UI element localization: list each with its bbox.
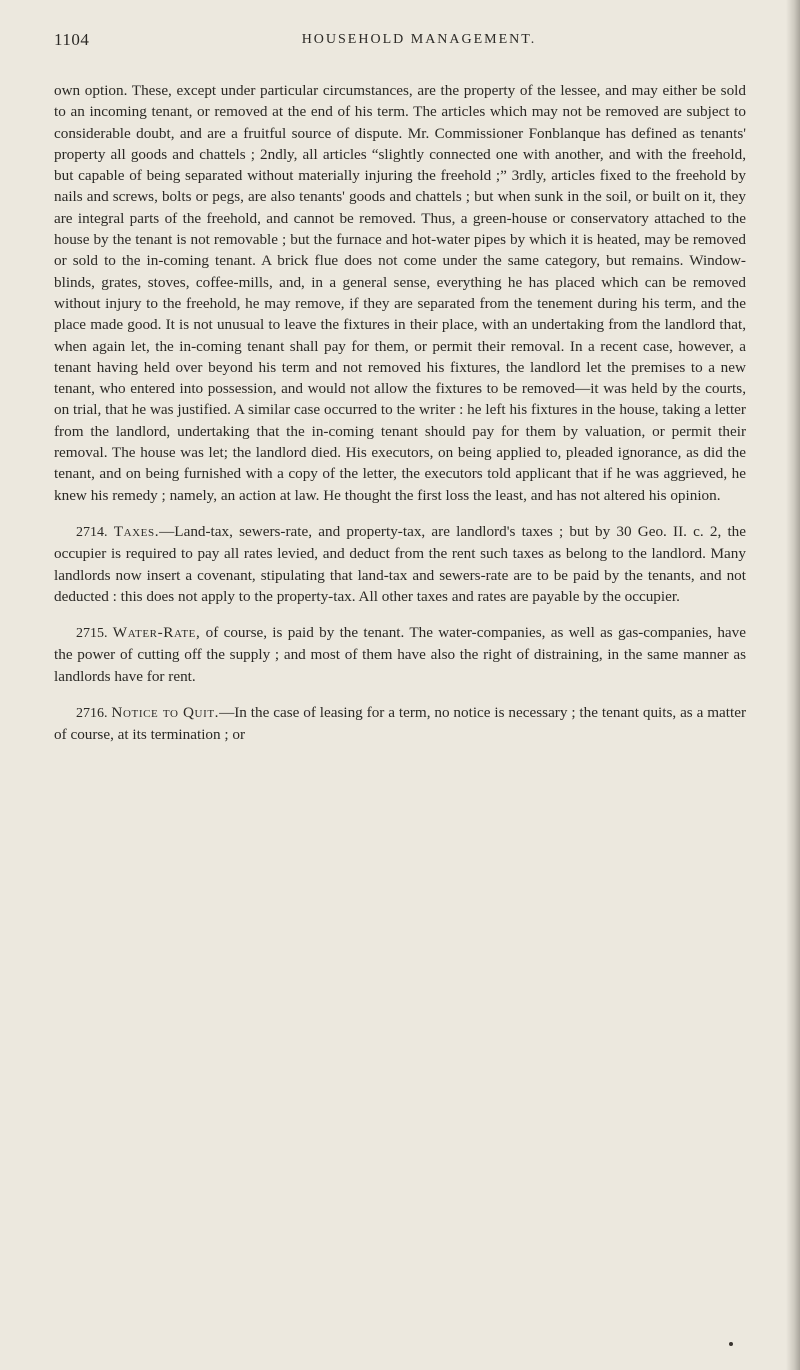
page-number: 1104 — [54, 30, 90, 49]
page-header — [54, 30, 744, 54]
paragraph-text: own option. These, except under particular circumstances, are the property of the lessee, and may either be sold to an incoming tenant, or removed at the end of his term. The articles which may not be removed are subject to considerable doubt, and are a fruitful source of dispute. Mr. Commissioner Fonblanque has defined as tenants' property all goods and chattels ; 2ndly, all articles “slightly connected one with another, and with the freehold, but capable of being separated without materially injuring the freehold ;” 3rdly, articles fixed to the freehold by nails and screws, bolts or pegs, are also tenants' goods and chattels ; but when sunk in the soil, or built on it, they are integral parts of the freehold, and cannot be removed. Thus, a green-house or conservatory attached to the house by the tenant is not removable ; but the furnace and hot-water pipes by which it is heated, may be removed or sold to the in-coming tenant. A brick flue does not come under the same category, but remains. Window-blinds, grates, stoves, coffee-mills, and, in a general sense, everything he has placed which can be removed without injury to the freehold, he may remove, if they are separated from the tenement during his term, and the place made good. It is not unusual to leave the fixtures in their place, with an undertaking from the landlord that, when again let, the in-coming tenant shall pay for them, or permit their removal. In a recent case, however, a tenant having held over beyond his term and not removed his fixtures, the landlord let the premises to a new tenant, who entered into possession, and would not allow the fixtures to be removed—it was held by the courts, on trial, that he was justified. A similar case occurred to the writer : he left his fixtures in the house, taking a letter from the landlord, undertaking that the in-coming tenant should pay for them by valuation, or permit their removal. The house was let; the landlord died. His executors, on being applied to, pleaded ignorance, as did the tenant, and on being furnished with a copy of the letter, the executors told applicant that if he was aggrieved, he knew his remedy ; namely, an action at law. He thought the first loss the least, and has not altered his opinion. — [54, 82, 746, 504]
section-2715-water-rate — [54, 622, 746, 687]
section-2716-notice-to-quit — [54, 702, 746, 746]
section-text: —Land-tax, sewers-rate, and property-tax, are landlord's taxes ; but by 30 Geo. II. c. 2, the occupier is required to pay all rates levied, and deduct from the rent such taxes as belong to the landlord. Many landlords now insert a covenant, stipulating that land-tax and sewers-rate are to be paid by the tenants, and not deducted : this does not apply to the property-tax. All other taxes and rates are payable by the occupier. — [54, 522, 747, 605]
section-title: Water-Rate, — [112, 624, 201, 642]
section-text: of course, is paid by the tenant. The water-companies, as well as gas-companies, have the power of cutting off the supply ; and most of them have also the right of distraining, in the same manner as landlords have for rent. — [54, 624, 746, 685]
section-2714-taxes — [54, 521, 746, 607]
paragraph-fixtures — [54, 80, 746, 506]
body-text — [54, 80, 746, 746]
section-text: —In the case of leasing for a term, no notice is necessary ; the tenant quits, as a matter of course, at its termination ; or — [54, 704, 747, 744]
section-number: 2714. — [76, 524, 108, 540]
section-title: Notice to Quit. — [111, 704, 220, 722]
section-title: Taxes. — [113, 522, 160, 540]
section-number: 2716. — [76, 706, 108, 722]
print-speck — [729, 1342, 733, 1346]
section-number: 2715. — [76, 626, 108, 642]
running-head: HOUSEHOLD MANAGEMENT. — [301, 32, 537, 47]
page-edge-shadow — [786, 0, 800, 1370]
